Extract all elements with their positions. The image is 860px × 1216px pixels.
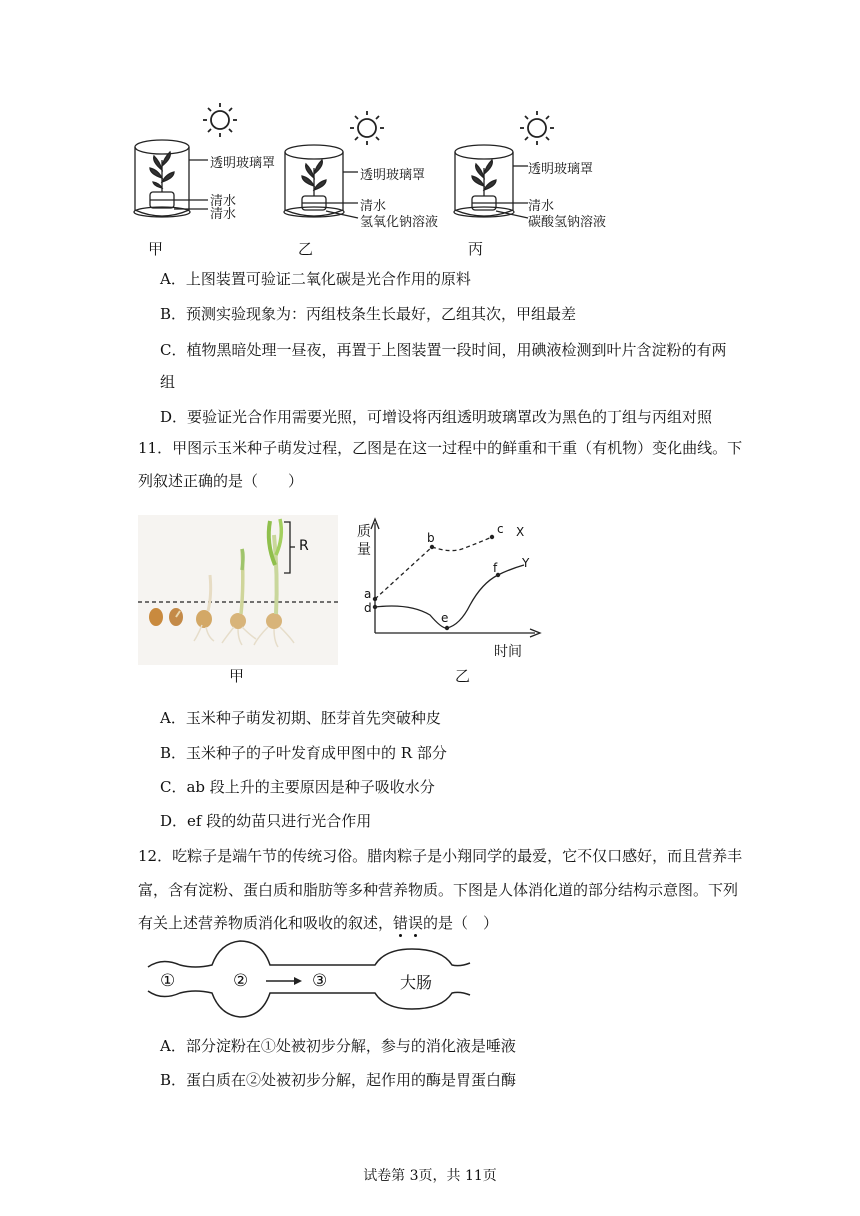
q11-point-e: e bbox=[441, 611, 449, 625]
q12-stem-line3 bbox=[138, 912, 498, 934]
q12-option-a: A．部分淀粉在①处被初步分解，参与的消化液是唾液 bbox=[160, 1037, 516, 1055]
q10-option-c-line2: 组 bbox=[160, 373, 176, 391]
q11-series-x: X bbox=[516, 525, 525, 539]
q12-stem-pre: 有关上述营养物质消化和吸收的叙述， bbox=[138, 914, 394, 932]
sun-icon bbox=[520, 111, 554, 145]
jar-bing-cover-label: 透明玻璃罩 bbox=[528, 162, 594, 177]
q11-point-d: d bbox=[364, 601, 372, 615]
q11-stem-line1: 11．甲图示玉米种子萌发过程，乙图是在这一过程中的鲜重和干重（有机物）变化曲线。下 bbox=[138, 439, 743, 457]
q11-point-c: c bbox=[497, 522, 504, 536]
page-footer: 试卷第 3页，共 11页 bbox=[363, 1168, 497, 1184]
jar-jia-liquid-top-label: 清水 bbox=[210, 194, 237, 209]
q12-fig-label-3: ③ bbox=[312, 971, 328, 991]
jar-jia-liquid-bottom-label: 清水 bbox=[210, 207, 237, 222]
q12-stem-emphasis-1: 错 bbox=[393, 914, 409, 932]
q12-fig-label-2: ② bbox=[233, 971, 249, 991]
q12-stem-line2: 富，含有淀粉、蛋白质和脂肪等多种营养物质。下图是人体消化道的部分结构示意图。下列 bbox=[138, 881, 739, 899]
q12-option-b: B．蛋白质在②处被初步分解，起作用的酶是胃蛋白酶 bbox=[160, 1071, 517, 1089]
q11-ylabel-2: 量 bbox=[357, 542, 371, 558]
jar-jia bbox=[134, 140, 208, 217]
q11-ylabel-1: 质 bbox=[357, 524, 371, 540]
jar-bing-label: 丙 bbox=[468, 240, 484, 258]
jar-jia-label: 甲 bbox=[148, 240, 164, 258]
q11-stem-line2: 列叙述正确的是（ ） bbox=[138, 472, 304, 490]
q11-option-b: B．玉米种子的子叶发育成甲图中的 R 部分 bbox=[160, 744, 447, 762]
jar-bing-liquid-bottom-label: 碳酸氢钠溶液 bbox=[528, 215, 607, 230]
sun-icon bbox=[203, 103, 237, 137]
q11-r-label: R bbox=[299, 538, 309, 554]
jar-yi-label: 乙 bbox=[298, 240, 314, 258]
q11-point-a: a bbox=[364, 587, 372, 601]
q11-fig-jia-label: 甲 bbox=[229, 667, 245, 685]
q12-stem-emphasis-2: 误 bbox=[408, 914, 424, 932]
q12-stem-line1: 12．吃粽子是端午节的传统习俗。腊肉粽子是小翔同学的最爱，它不仅口感好，而且营养丰 bbox=[138, 847, 743, 865]
jar-yi-cover-label: 透明玻璃罩 bbox=[360, 168, 426, 183]
jar-bing-liquid-top-label: 清水 bbox=[528, 199, 555, 214]
q12-stem-post: 的是（ ） bbox=[423, 914, 499, 932]
jar-yi-liquid-bottom-label: 氢氧化钠溶液 bbox=[360, 215, 439, 230]
jar-jia-cover-label: 透明玻璃罩 bbox=[210, 156, 276, 171]
q12-fig-label-large-intestine: 大肠 bbox=[400, 973, 433, 992]
jar-yi bbox=[284, 145, 358, 218]
q11-point-f: f bbox=[493, 561, 498, 575]
q11-point-b: b bbox=[427, 531, 435, 545]
jar-bing bbox=[454, 145, 528, 218]
q12-fig-label-1: ① bbox=[160, 971, 176, 991]
q10-option-c-line1: C．植物黑暗处理一昼夜，再置于上图装置一段时间，用碘液检测到叶片含淀粉的有两 bbox=[160, 341, 727, 359]
q11-series-y: Y bbox=[522, 556, 530, 570]
q11-option-c: C．ab 段上升的主要原因是种子吸收水分 bbox=[160, 778, 435, 796]
jar-yi-liquid-top-label: 清水 bbox=[360, 199, 387, 214]
q11-option-d: D．ef 段的幼苗只进行光合作用 bbox=[160, 812, 372, 830]
sun-icon bbox=[350, 111, 384, 145]
q11-option-a: A．玉米种子萌发初期、胚芽首先突破种皮 bbox=[160, 709, 441, 727]
q11-xlabel: 时间 bbox=[494, 644, 522, 660]
q10-option-a: A．上图装置可验证二氧化碳是光合作用的原料 bbox=[160, 270, 471, 288]
q10-option-d: D．要验证光合作用需要光照，可增设将丙组透明玻璃罩改为黑色的丁组与丙组对照 bbox=[160, 408, 713, 426]
q11-fig-yi-label: 乙 bbox=[455, 667, 471, 685]
q10-option-b: B．预测实验现象为：丙组枝条生长最好，乙组其次，甲组最差 bbox=[160, 305, 577, 323]
